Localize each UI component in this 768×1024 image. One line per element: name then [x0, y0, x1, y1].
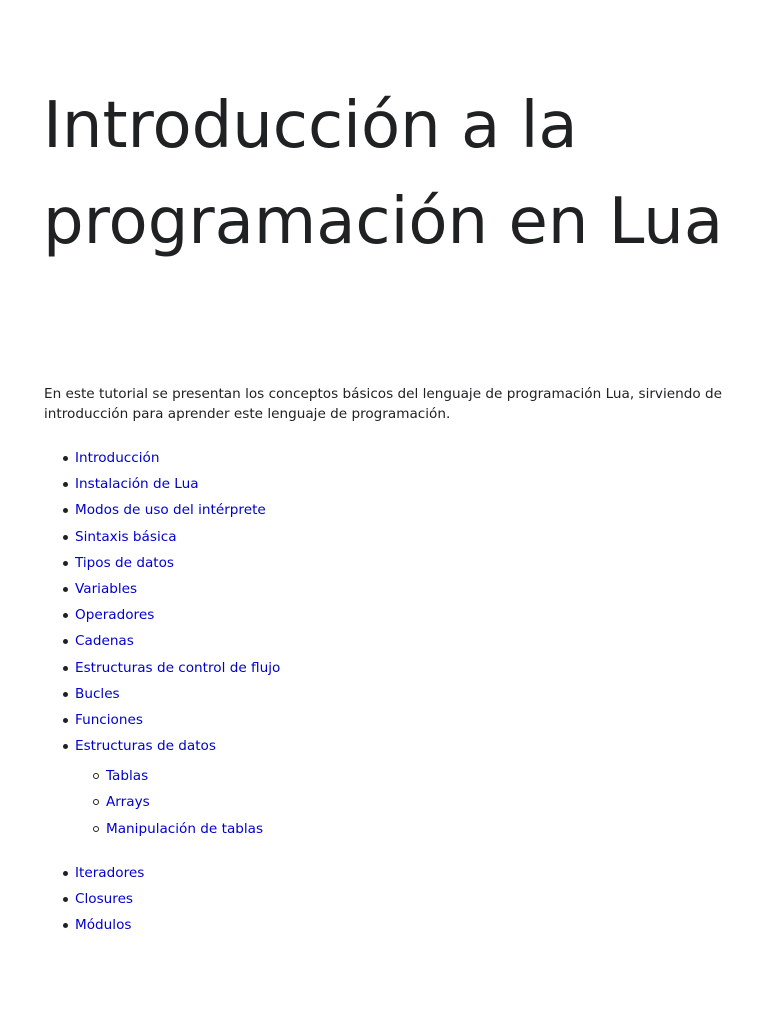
toc-item — [44, 602, 280, 628]
toc-item — [44, 471, 280, 497]
toc-item — [44, 681, 280, 707]
toc-link-control-de-flujo[interactable]: Estructuras de control de flujo — [75, 659, 281, 676]
intro-paragraph: En este tutorial se presentan los conceptos básicos del lenguaje de programación Lua, sirviendo de introducción para aprender este lenguaje de programación. — [44, 386, 722, 422]
toc-subitem — [75, 789, 280, 815]
toc-item — [44, 655, 280, 681]
toc-link-introduccion[interactable]: Introducción — [75, 450, 160, 466]
toc-subitem — [75, 763, 280, 789]
toc-link-modos-de-uso[interactable]: Modos de uso del intérprete — [75, 502, 266, 519]
toc-item — [44, 860, 280, 886]
toc-link-arrays[interactable]: Arrays — [106, 794, 150, 811]
toc-subitem — [75, 816, 280, 842]
toc-item — [44, 550, 280, 576]
toc-link-manipulacion-de-tablas[interactable]: Manipulación de tablas — [106, 820, 264, 837]
toc-item — [44, 733, 280, 842]
page-title: Introducción a la programación en Lua — [43, 89, 724, 259]
toc-link-tablas[interactable]: Tablas — [106, 768, 149, 785]
toc-item — [44, 707, 280, 733]
toc-link-bucles[interactable]: Bucles — [75, 685, 120, 702]
toc-item — [44, 576, 280, 602]
toc-link-cadenas[interactable]: Cadenas — [75, 633, 134, 650]
toc-item — [44, 524, 280, 550]
toc-item — [44, 912, 280, 938]
toc-link-variables[interactable]: Variables — [75, 580, 138, 597]
toc-link-sintaxis[interactable]: Sintaxis básica — [75, 528, 177, 545]
toc-item — [44, 628, 280, 654]
toc-link-iteradores[interactable]: Iteradores — [75, 864, 145, 881]
toc-link-tipos-de-datos[interactable]: Tipos de datos — [75, 554, 175, 571]
toc-link-estructuras-de-datos[interactable]: Estructuras de datos — [75, 738, 216, 755]
toc-link-instalacion[interactable]: Instalación de Lua — [75, 476, 199, 493]
toc-item — [44, 886, 280, 912]
table-of-contents — [44, 445, 280, 938]
toc-link-closures[interactable]: Closures — [75, 891, 134, 908]
toc-item — [44, 497, 280, 523]
toc-sublist — [75, 763, 280, 842]
toc-link-funciones[interactable]: Funciones — [75, 711, 143, 728]
toc-link-operadores[interactable]: Operadores — [75, 607, 155, 624]
toc-item — [44, 445, 280, 471]
toc-link-modulos[interactable]: Módulos — [75, 917, 132, 934]
